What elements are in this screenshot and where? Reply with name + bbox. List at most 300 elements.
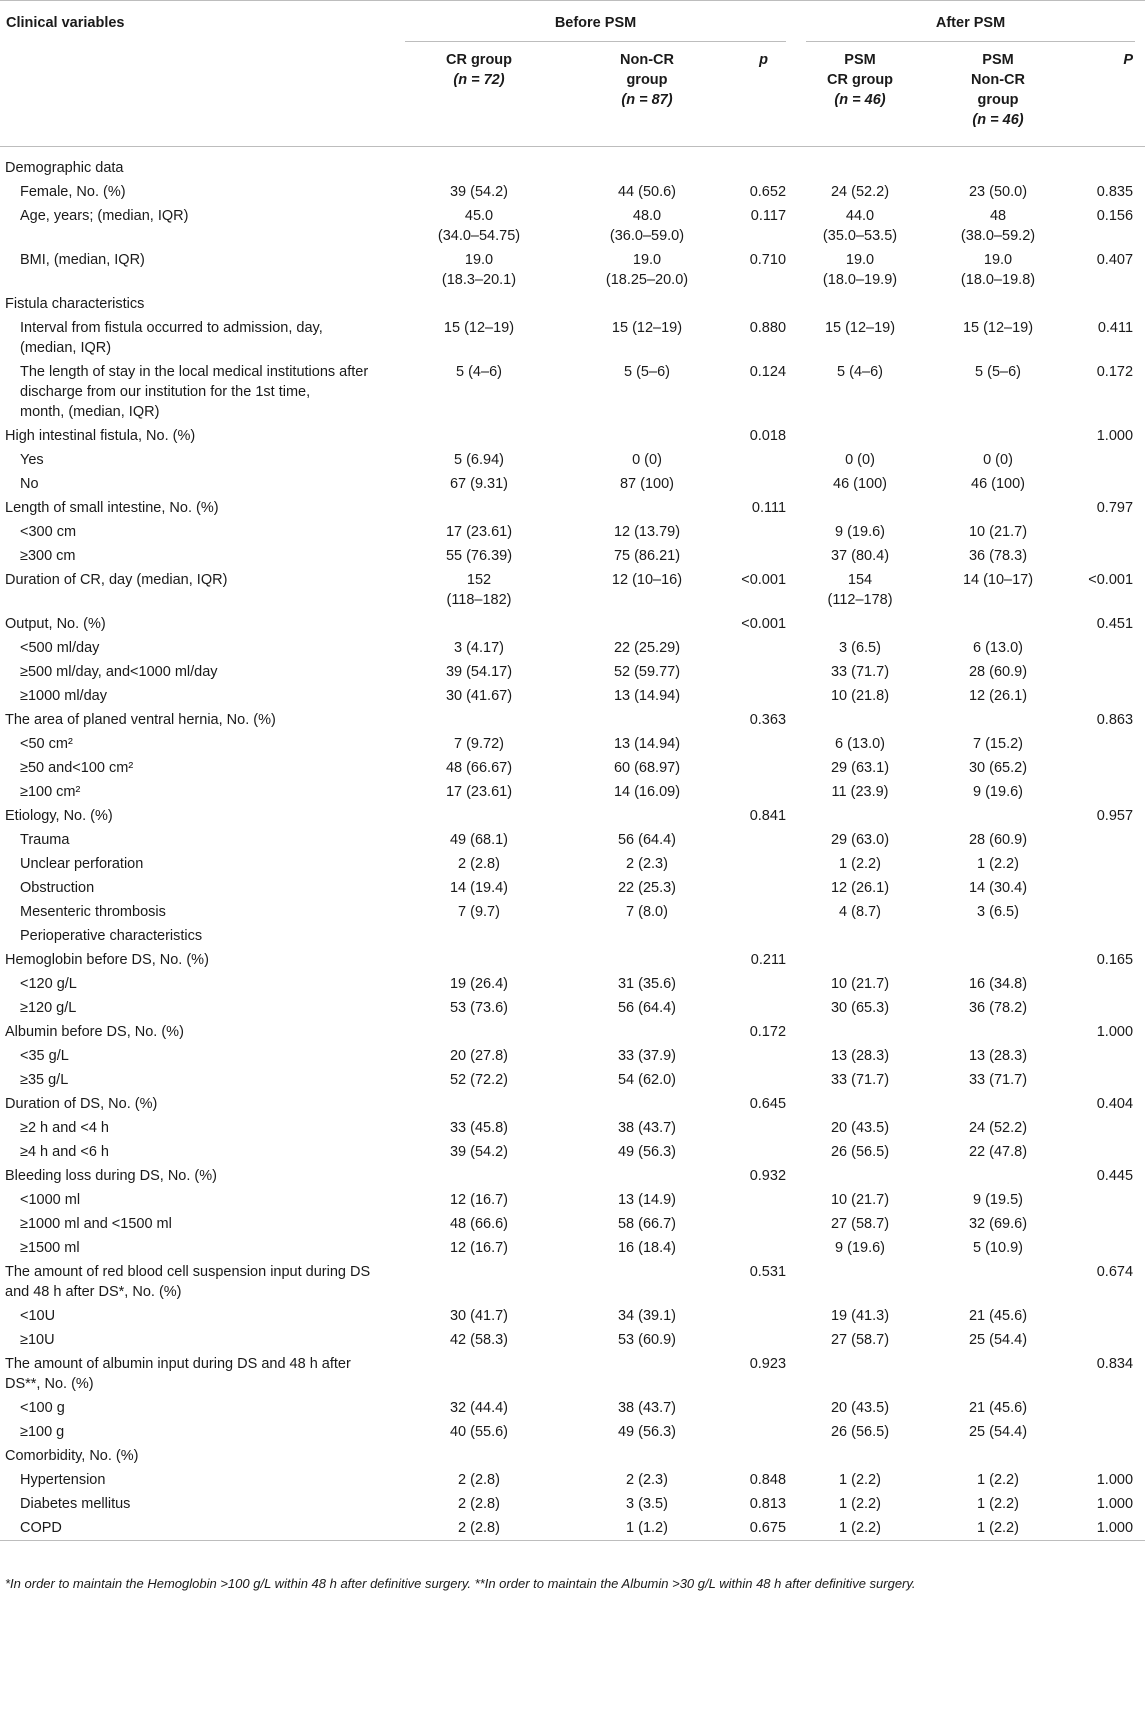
cell-p-before: <0.001 [741, 615, 787, 632]
cell-non-cr: 22 (25.3) [617, 879, 677, 896]
cell-p-before: <0.001 [741, 571, 787, 588]
footnote: *In order to maintain the Hemoglobin >100 g/L within 48 h after definitive surgery. **In order to maintain the Albumin >30 g/L within 48 h after definitive surgery. [5, 1576, 916, 1591]
row-label: High intestinal fistula, No. (%) [5, 427, 196, 444]
cell-non-cr: 7 (8.0) [626, 903, 668, 920]
cell-non-cr [563, 496, 731, 520]
cell-non-cr: 5 (5–6) [624, 363, 670, 380]
cell-cr [395, 708, 563, 732]
cell-psm-cr: 27 (58.7) [830, 1215, 890, 1232]
cell-psm-cr: 154 (112–178) [827, 571, 893, 608]
cell-p-before [731, 852, 796, 876]
cell-p-before: 0.932 [749, 1167, 787, 1184]
cell-p-before [731, 924, 796, 948]
cell-psm-non-cr [924, 948, 1072, 972]
cell-psm-non-cr: 46 (100) [971, 475, 1026, 492]
header-psm-cr-group: PSM CR group (n = 46) [826, 52, 894, 108]
cell-psm-cr: 37 (80.4) [830, 547, 890, 564]
cell-p-before [731, 684, 796, 708]
table-row [0, 1444, 1145, 1468]
cell-p-before [731, 1420, 796, 1444]
cell-p-before [731, 1328, 796, 1352]
cell-p-before: 0.211 [750, 951, 787, 968]
cell-p-after: 0.835 [1096, 183, 1134, 200]
table-row [0, 972, 1145, 996]
cell-psm-cr [796, 1260, 924, 1304]
row-label: Length of small intestine, No. (%) [5, 499, 219, 516]
row-label: ≥35 g/L [20, 1071, 69, 1088]
table-row [0, 996, 1145, 1020]
cell-non-cr: 75 (86.21) [613, 547, 681, 564]
cell-psm-non-cr [924, 146, 1072, 180]
row-label: The amount of albumin input during DS and 48 h after DS**, No. (%) [5, 1355, 351, 1392]
cell-cr: 48 (66.67) [445, 759, 513, 776]
cell-non-cr: 58 (66.7) [617, 1215, 677, 1232]
cell-p-before: 0.172 [749, 1023, 787, 1040]
cell-cr [395, 424, 563, 448]
cell-p-before [731, 876, 796, 900]
cell-psm-cr: 1 (2.2) [839, 1495, 881, 1512]
cell-psm-non-cr [924, 1260, 1072, 1304]
cell-psm-non-cr: 5 (10.9) [973, 1239, 1023, 1256]
cell-p-before [731, 146, 796, 180]
row-label: Trauma [20, 831, 70, 848]
table-row [0, 1236, 1145, 1260]
cell-psm-cr: 20 (43.5) [830, 1399, 890, 1416]
table-row [0, 612, 1145, 636]
cell-psm-cr [796, 1444, 924, 1468]
cell-psm-cr: 1 (2.2) [839, 1519, 881, 1536]
cell-non-cr: 52 (59.77) [613, 663, 681, 680]
cell-non-cr: 13 (14.9) [617, 1191, 677, 1208]
row-label: Fistula characteristics [5, 295, 145, 312]
cell-p-after [1072, 1328, 1145, 1352]
cell-non-cr: 2 (2.3) [626, 855, 668, 872]
table-row [0, 292, 1145, 316]
cell-psm-cr: 1 (2.2) [839, 1471, 881, 1488]
cell-p-after: 0.156 [1096, 207, 1134, 224]
cell-p-before [731, 1212, 796, 1236]
cell-p-before: 0.018 [749, 427, 787, 444]
cell-psm-non-cr: 3 (6.5) [977, 903, 1019, 920]
row-label: The length of stay in the local medical institutions after discharge from our institution for the 1st time, month, (median, IQR) [20, 363, 369, 420]
cell-p-before [731, 996, 796, 1020]
cell-p-after [1072, 544, 1145, 568]
cell-cr [395, 146, 563, 180]
cell-cr: 48 (66.6) [449, 1215, 509, 1232]
cell-psm-non-cr: 1 (2.2) [977, 1495, 1019, 1512]
cell-psm-non-cr: 1 (2.2) [977, 1519, 1019, 1536]
cell-non-cr: 2 (2.3) [626, 1471, 668, 1488]
cell-cr [395, 1352, 563, 1396]
header-before-psm: Before PSM [395, 1, 796, 43]
row-label: Albumin before DS, No. (%) [5, 1023, 184, 1040]
cell-p-before: 0.363 [749, 711, 787, 728]
cell-psm-cr [796, 1164, 924, 1188]
table-row [0, 1304, 1145, 1328]
cell-psm-cr [796, 1020, 924, 1044]
table-row [0, 146, 1145, 180]
table-row [0, 804, 1145, 828]
table-row [0, 520, 1145, 544]
cell-psm-non-cr: 6 (13.0) [973, 639, 1023, 656]
cell-psm-non-cr: 21 (45.6) [968, 1399, 1028, 1416]
header-clinical-variables: Clinical variables [6, 15, 125, 31]
row-label: Diabetes mellitus [20, 1495, 131, 1512]
row-label: Interval from fistula occurred to admission, day, (median, IQR) [20, 319, 323, 356]
row-label: No [20, 475, 39, 492]
cell-non-cr: 60 (68.97) [613, 759, 681, 776]
cell-p-after [1072, 520, 1145, 544]
cell-p-after [1072, 448, 1145, 472]
cell-p-after [1072, 684, 1145, 708]
cell-non-cr [563, 424, 731, 448]
row-label: ≥2 h and <4 h [20, 1119, 109, 1136]
table-row [0, 876, 1145, 900]
row-label: ≥300 cm [20, 547, 76, 564]
cell-psm-cr [796, 1352, 924, 1396]
cell-psm-non-cr [924, 496, 1072, 520]
cell-psm-cr [796, 146, 924, 180]
cell-p-after [1072, 996, 1145, 1020]
row-label: ≥4 h and <6 h [20, 1143, 109, 1160]
cell-psm-cr [796, 292, 924, 316]
cell-p-before [731, 292, 796, 316]
cell-cr: 19.0 (18.3–20.1) [441, 251, 517, 288]
cell-p-before [731, 472, 796, 496]
cell-non-cr: 0 (0) [632, 451, 662, 468]
header-cr-group: CR group (n = 72) [445, 52, 513, 88]
cell-p-after: 0.411 [1097, 319, 1134, 336]
cell-cr: 7 (9.72) [454, 735, 504, 752]
cell-p-before: 0.813 [749, 1495, 787, 1512]
cell-p-after: 0.957 [1096, 807, 1134, 824]
cell-psm-non-cr [924, 612, 1072, 636]
cell-non-cr [563, 612, 731, 636]
cell-non-cr: 38 (43.7) [617, 1399, 677, 1416]
cell-p-before [731, 780, 796, 804]
cell-cr [395, 1092, 563, 1116]
cell-p-before [731, 972, 796, 996]
row-label: <120 g/L [20, 975, 77, 992]
cell-p-after [1072, 780, 1145, 804]
cell-p-after [1072, 146, 1145, 180]
cell-psm-cr: 19 (41.3) [830, 1307, 890, 1324]
cell-p-after: 0.404 [1096, 1095, 1134, 1112]
cell-p-after: <0.001 [1088, 571, 1134, 588]
cell-non-cr: 15 (12–19) [611, 319, 683, 336]
cell-psm-non-cr: 1 (2.2) [977, 1471, 1019, 1488]
cell-cr: 20 (27.8) [449, 1047, 509, 1064]
cell-non-cr: 16 (18.4) [617, 1239, 677, 1256]
cell-psm-non-cr: 13 (28.3) [968, 1047, 1028, 1064]
cell-non-cr [563, 292, 731, 316]
row-label: <50 cm² [20, 735, 73, 752]
row-label: Etiology, No. (%) [5, 807, 113, 824]
table-row [0, 684, 1145, 708]
cell-psm-cr [796, 424, 924, 448]
cell-psm-non-cr: 36 (78.3) [968, 547, 1028, 564]
cell-cr: 55 (76.39) [445, 547, 513, 564]
cell-p-after [1072, 972, 1145, 996]
table-row [0, 1420, 1145, 1444]
cell-non-cr: 22 (25.29) [613, 639, 681, 656]
cell-cr: 3 (4.17) [454, 639, 504, 656]
cell-cr: 45.0 (34.0–54.75) [437, 207, 521, 244]
cell-p-before [731, 1044, 796, 1068]
cell-p-before: 0.111 [751, 499, 787, 516]
cell-psm-non-cr [924, 1164, 1072, 1188]
row-label: Mesenteric thrombosis [20, 903, 166, 920]
table-row [0, 1468, 1145, 1492]
cell-p-before: 0.880 [749, 319, 787, 336]
cell-psm-non-cr [924, 1444, 1072, 1468]
cell-p-before [731, 1444, 796, 1468]
table-row [0, 180, 1145, 204]
row-label: ≥500 ml/day, and<1000 ml/day [20, 663, 218, 680]
cell-psm-cr: 46 (100) [833, 475, 888, 492]
cell-psm-cr [796, 496, 924, 520]
table-row [0, 544, 1145, 568]
cell-non-cr: 34 (39.1) [617, 1307, 677, 1324]
row-label: The amount of red blood cell suspension input during DS and 48 h after DS*, No. (%) [5, 1263, 371, 1300]
cell-non-cr: 54 (62.0) [617, 1071, 677, 1088]
cell-psm-cr: 1 (2.2) [839, 855, 881, 872]
row-label: ≥50 and<100 cm² [20, 759, 134, 776]
row-label: Hypertension [20, 1471, 106, 1488]
cell-cr [395, 1444, 563, 1468]
cell-p-before [731, 660, 796, 684]
cell-cr: 7 (9.7) [458, 903, 500, 920]
row-label: Age, years; (median, IQR) [20, 207, 189, 224]
row-label: The area of planed ventral hernia, No. (%) [5, 711, 276, 728]
cell-non-cr [563, 804, 731, 828]
cell-cr: 5 (6.94) [454, 451, 504, 468]
table-row [0, 852, 1145, 876]
cell-psm-non-cr: 25 (54.4) [968, 1331, 1028, 1348]
table-row [0, 1352, 1145, 1396]
cell-psm-cr [796, 612, 924, 636]
row-label: Demographic data [5, 159, 124, 176]
header-non-cr-group: Non-CR group (n = 87) [620, 52, 674, 108]
cell-p-before: 0.117 [750, 207, 787, 224]
table-row [0, 248, 1145, 292]
row-label: ≥10U [20, 1331, 55, 1348]
table-row [0, 316, 1145, 360]
cell-p-before: 0.923 [749, 1355, 787, 1372]
cell-non-cr: 13 (14.94) [613, 687, 681, 704]
row-label: Perioperative characteristics [20, 927, 203, 944]
cell-cr: 52 (72.2) [449, 1071, 509, 1088]
row-label: Female, No. (%) [20, 183, 126, 200]
cell-p-before [731, 1396, 796, 1420]
cell-p-after [1072, 1068, 1145, 1092]
cell-p-after [1072, 1116, 1145, 1140]
cell-cr: 12 (16.7) [449, 1191, 509, 1208]
table-row [0, 1188, 1145, 1212]
cell-cr: 5 (4–6) [456, 363, 502, 380]
table-row [0, 496, 1145, 520]
row-label: ≥1500 ml [20, 1239, 80, 1256]
cell-psm-cr: 24 (52.2) [830, 183, 890, 200]
cell-cr: 12 (16.7) [449, 1239, 509, 1256]
row-label: ≥1000 ml and <1500 ml [20, 1215, 172, 1232]
row-label: <35 g/L [20, 1047, 69, 1064]
cell-p-before [731, 448, 796, 472]
header-p-before: p [759, 52, 768, 68]
cell-non-cr: 49 (56.3) [617, 1423, 677, 1440]
cell-psm-cr: 9 (19.6) [835, 523, 885, 540]
table-row [0, 1164, 1145, 1188]
cell-psm-non-cr: 10 (21.7) [968, 523, 1028, 540]
cell-p-after [1072, 828, 1145, 852]
cell-psm-cr: 5 (4–6) [837, 363, 883, 380]
cell-cr: 53 (73.6) [449, 999, 509, 1016]
cell-p-after [1072, 1236, 1145, 1260]
cell-p-before: 0.848 [749, 1471, 787, 1488]
cell-non-cr [563, 146, 731, 180]
cell-p-after [1072, 1188, 1145, 1212]
cell-psm-non-cr: 12 (26.1) [968, 687, 1028, 704]
cell-non-cr: 12 (10–16) [611, 571, 683, 588]
cell-psm-non-cr [924, 1092, 1072, 1116]
cell-psm-cr [796, 924, 924, 948]
cell-p-before [731, 1116, 796, 1140]
row-label: Duration of DS, No. (%) [5, 1095, 158, 1112]
cell-non-cr [563, 1444, 731, 1468]
cell-cr [395, 1260, 563, 1304]
cell-p-after [1072, 1304, 1145, 1328]
cell-p-after [1072, 1140, 1145, 1164]
cell-cr: 49 (68.1) [449, 831, 509, 848]
cell-cr: 30 (41.67) [445, 687, 513, 704]
cell-psm-non-cr: 28 (60.9) [968, 831, 1028, 848]
cell-non-cr [563, 1352, 731, 1396]
cell-psm-cr: 10 (21.7) [830, 1191, 890, 1208]
table-row [0, 948, 1145, 972]
cell-non-cr: 12 (13.79) [613, 523, 681, 540]
cell-cr: 32 (44.4) [449, 1399, 509, 1416]
cell-psm-cr: 30 (65.3) [830, 999, 890, 1016]
cell-psm-cr [796, 1092, 924, 1116]
row-label: Comorbidity, No. (%) [5, 1447, 139, 1464]
header-blank [0, 42, 395, 146]
cell-psm-non-cr: 16 (34.8) [968, 975, 1028, 992]
cell-psm-cr: 6 (13.0) [835, 735, 885, 752]
cell-p-after: 1.000 [1096, 1495, 1134, 1512]
cell-cr: 39 (54.2) [449, 183, 509, 200]
cell-cr: 42 (58.3) [449, 1331, 509, 1348]
cell-cr: 2 (2.8) [458, 855, 500, 872]
cell-p-before [731, 636, 796, 660]
cell-cr [395, 1164, 563, 1188]
cell-non-cr: 56 (64.4) [617, 999, 677, 1016]
cell-cr: 2 (2.8) [458, 1471, 500, 1488]
cell-p-after [1072, 660, 1145, 684]
cell-cr: 19 (26.4) [449, 975, 509, 992]
cell-psm-cr [796, 708, 924, 732]
cell-psm-non-cr: 9 (19.6) [973, 783, 1023, 800]
cell-non-cr: 13 (14.94) [613, 735, 681, 752]
cell-non-cr [563, 708, 731, 732]
cell-p-after: 0.172 [1096, 363, 1134, 380]
cell-psm-non-cr: 19.0 (18.0–19.8) [960, 251, 1036, 288]
cell-p-before [731, 520, 796, 544]
cell-psm-non-cr: 5 (5–6) [975, 363, 1021, 380]
cell-psm-non-cr: 23 (50.0) [968, 183, 1028, 200]
row-label: ≥100 g [20, 1423, 65, 1440]
cell-psm-cr: 33 (71.7) [830, 663, 890, 680]
cell-cr: 39 (54.17) [445, 663, 513, 680]
cell-psm-non-cr [924, 924, 1072, 948]
cell-p-after: 1.000 [1096, 1471, 1134, 1488]
cell-non-cr [563, 1260, 731, 1304]
table-row [0, 1116, 1145, 1140]
cell-p-after [1072, 1044, 1145, 1068]
row-label: Hemoglobin before DS, No. (%) [5, 951, 209, 968]
cell-non-cr: 38 (43.7) [617, 1119, 677, 1136]
cell-p-after [1072, 1396, 1145, 1420]
cell-psm-non-cr: 32 (69.6) [968, 1215, 1028, 1232]
table-row [0, 360, 1145, 424]
cell-non-cr: 19.0 (18.25–20.0) [605, 251, 689, 288]
row-label: Yes [20, 451, 44, 468]
cell-p-after: 1.000 [1096, 1519, 1134, 1536]
cell-psm-non-cr: 33 (71.7) [968, 1071, 1028, 1088]
cell-p-after [1072, 732, 1145, 756]
cell-p-before [731, 1304, 796, 1328]
cell-psm-cr: 19.0 (18.0–19.9) [822, 251, 898, 288]
cell-psm-non-cr [924, 804, 1072, 828]
cell-non-cr: 1 (1.2) [626, 1519, 668, 1536]
row-label: <10U [20, 1307, 56, 1324]
cell-non-cr [563, 1164, 731, 1188]
cell-psm-cr [796, 948, 924, 972]
cell-psm-cr: 27 (58.7) [830, 1331, 890, 1348]
cell-non-cr: 14 (16.09) [613, 783, 681, 800]
cell-psm-cr: 33 (71.7) [830, 1071, 890, 1088]
table-row [0, 1092, 1145, 1116]
cell-cr [395, 1020, 563, 1044]
table-row [0, 424, 1145, 448]
cell-p-before [731, 756, 796, 780]
cell-psm-cr: 9 (19.6) [835, 1239, 885, 1256]
table-row [0, 1020, 1145, 1044]
table-row [0, 636, 1145, 660]
table-row [0, 1068, 1145, 1092]
table-row [0, 780, 1145, 804]
cell-p-after [1072, 756, 1145, 780]
cell-p-before [731, 544, 796, 568]
cell-psm-non-cr: 0 (0) [983, 451, 1013, 468]
table-row [0, 1328, 1145, 1352]
row-label: ≥1000 ml/day [20, 687, 107, 704]
cell-p-before: 0.124 [749, 363, 787, 380]
cell-psm-cr: 15 (12–19) [824, 319, 896, 336]
cell-cr [395, 292, 563, 316]
table-row [0, 924, 1145, 948]
cell-p-after [1072, 852, 1145, 876]
cell-psm-cr: 20 (43.5) [830, 1119, 890, 1136]
table-row [0, 1260, 1145, 1304]
cell-p-after [1072, 1444, 1145, 1468]
cell-psm-non-cr [924, 708, 1072, 732]
row-label: ≥100 cm² [20, 783, 81, 800]
cell-non-cr: 3 (3.5) [626, 1495, 668, 1512]
cell-psm-cr: 10 (21.7) [830, 975, 890, 992]
cell-non-cr: 87 (100) [619, 475, 674, 492]
cell-cr: 33 (45.8) [449, 1119, 509, 1136]
cell-cr [395, 948, 563, 972]
